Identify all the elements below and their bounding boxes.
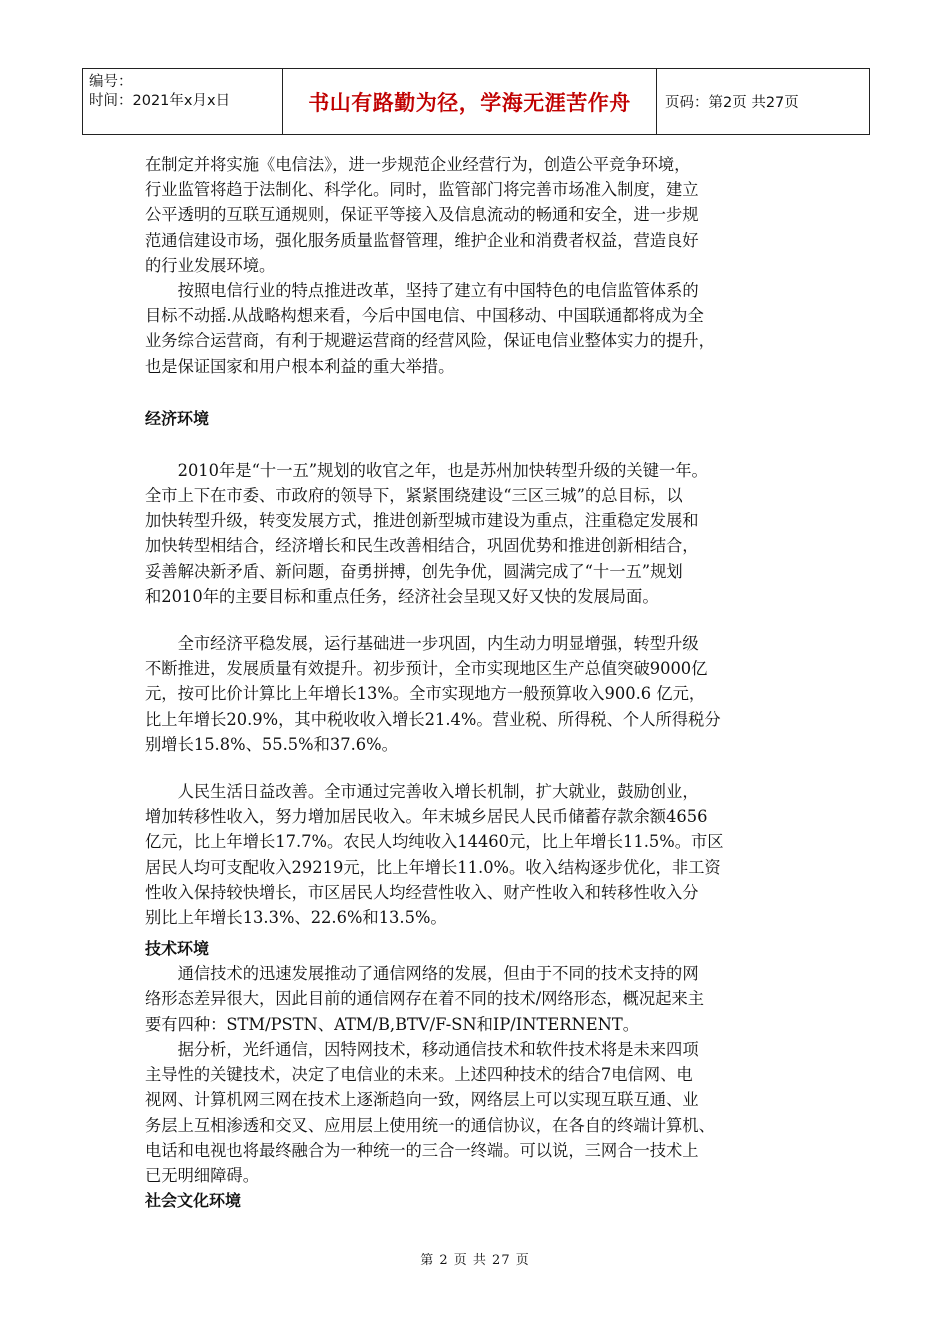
document-body (145, 152, 825, 1213)
heading-economy: 经济环境 (145, 408, 210, 428)
paragraph-economy-2010: 2010年是“十一五”规划的收官之年，也是苏州加快转型升级的关键一年。 全市上下在市委、市政府的领导下，紧紧围绕建设“三区三城”的总目标，以 加快转型升级，转变发展方式，推进创新型城市建设为重点，注重稳定发展和 加快转型相结合，经济增长和民生改善相结合，巩固优势和推进创新相结合， 妥善解决新矛盾、新问题，奋勇拼搏，创先争优，圆满完成了“十一五”规划 和2010年的主要目标和重点任务，经济社会呈现又好又快的发展局面。 (145, 460, 708, 606)
paragraph-reform: 按照电信行业的特点推进改革，坚持了建立有中国特色的电信监管体系的 目标不动摇.从战略构想来看，今后中国电信、中国移动、中国联通都将成为全 业务综合运营商，有利于规避运营商的经营风险，保证电信业整体实力的提升， 也是保证国家和用户根本利益的重大举措。 (145, 281, 715, 376)
header-page-info: 页码：第2页 共27页 (665, 95, 799, 111)
paragraph-key-technologies: 据分析，光纤通信，因特网技术，移动通信技术和软件技术将是未来四项 主导性的关键技术，决定了电信业的未来。上述四种技术的结合7电信网、电 视网、计算机网三网在技术上逐渐趋向一致，网络层上可以实现互联互通、业 务层上互相渗透和交叉、应用层上使用统一的通信协议，在各自的终端计算机、 电话和电视也将最终融合为一种统一的三合一终端。可以说，三网合一技术上 已无明细障碍。 (145, 1039, 715, 1185)
paragraph-telecom-law: 在制定并将实施《电信法》，进一步规范企业经营行为，创造公平竞争环境， 行业监管将趋于法制化、科学化。同时，监管部门将完善市场准入制度，建立 公平透明的互联互通规则，保证平等接入及信息流动的畅通和安全，进一步规 范通信建设市场，强化服务质量监督管理，维护企业和消费者权益，营造良好 的行业发展环境。 (145, 155, 699, 275)
heading-technology: 技术环境 (145, 939, 210, 959)
serial-label: 编号： (89, 74, 133, 90)
header-motto: 书山有路勤为径，学海无涯苦作舟 (283, 69, 657, 134)
paragraph-economy-growth: 全市经济平稳发展，运行基础进一步巩固，内生动力明显增强，转型升级 不断推进，发展质量有效提升。初步预计，全市实现地区生产总值突破9000亿 元，按可比价计算比上年增长13%。全市实现地方一般预算收入900.6 亿元， 比上年增长20.9%，其中税收收入增长21.4%。营业税、所得税、个人所得税分 别增长15.8%、55.5%和37.6%。 (145, 634, 721, 754)
time-label: 时间：2021年x月x日 (89, 93, 231, 109)
page-header-table (82, 68, 870, 135)
heading-social-culture: 社会文化环境 (145, 1191, 242, 1211)
paragraph-living-standard: 人民生活日益改善。全市通过完善收入增长机制，扩大就业，鼓励创业， 增加转移性收入，努力增加居民收入。年末城乡居民人民币储蓄存款余额4656 亿元，比上年增长17.7%。农民人均纯收入14460元，比上年增长11.5%。市区 居民人均可支配收入29219元，比上年增长11.0%。收入结构逐步优化，非工资 性收入保持较快增长，市区居民人均经营性收入、财产性收入和转移性收入分 别比上年增长13.3%、22.6%和13.5%。 (145, 782, 724, 928)
page-footer: 第 2 页 共 27 页 (420, 1253, 530, 1268)
paragraph-network-forms: 通信技术的迅速发展推动了通信网络的发展，但由于不同的技术支持的网 络形态差异很大，因此目前的通信网存在着不同的技术/网络形态，概况起来主 要有四种：STM/PSTN、ATM/B,BTV/F-SN和IP/INTERNENT。 (145, 964, 705, 1034)
header-meta-cell (83, 69, 283, 134)
